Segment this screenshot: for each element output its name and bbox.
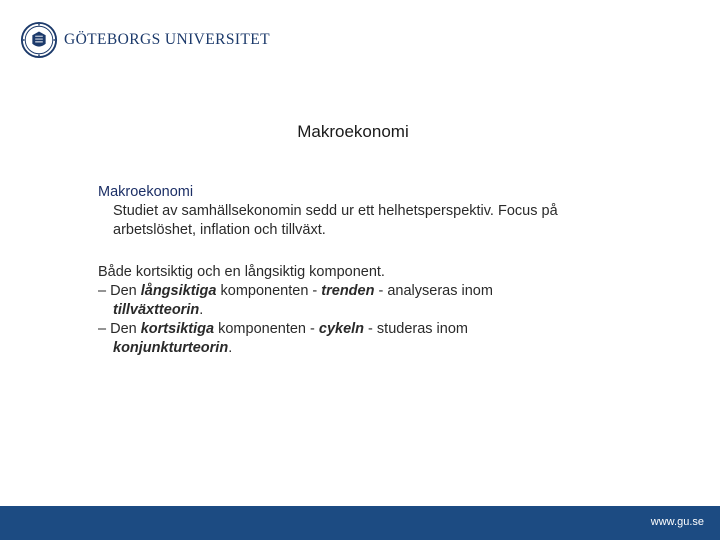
business-cycle-theory-term: konjunkturteorin [113, 340, 229, 356]
short-term-mid: komponenten - [214, 321, 319, 337]
university-name: GÖTEBORGS UNIVERSITET [64, 31, 271, 48]
short-term-prefix: – Den [98, 321, 141, 337]
short-term-term: kortsiktiga [140, 321, 215, 337]
long-term-prefix: – Den [98, 283, 141, 299]
cycle-term: cykeln [318, 321, 365, 337]
long-term-suffix: - analyseras inom [374, 283, 493, 299]
components-intro: Både kortsiktig och en långsiktig komponent. [98, 264, 385, 280]
growth-theory-term: tillväxtteorin [113, 302, 200, 318]
trend-term: trenden [321, 283, 375, 299]
spacer [98, 240, 638, 263]
long-term-end: . [199, 302, 204, 318]
short-term-suffix: - studeras inom [364, 321, 468, 337]
long-term-bullet [98, 282, 638, 301]
definition-line-1: Studiet av samhällsekonomin sedd ur ett helhetsperspektiv. Focus på [113, 203, 558, 219]
footer-url[interactable]: www.gu.se [650, 516, 704, 528]
long-term-mid: komponenten - [216, 283, 322, 299]
definition-line-2: arbetslöshet, inflation och tillväxt. [113, 222, 326, 238]
slide-content [98, 183, 638, 358]
university-logo [20, 20, 270, 60]
short-term-bullet [98, 320, 638, 339]
slide-title: Makroekonomi [297, 122, 409, 141]
long-term-term: långsiktiga [140, 283, 217, 299]
footer-bar [0, 506, 720, 540]
short-term-end: . [228, 340, 233, 356]
content-heading: Makroekonomi [98, 184, 194, 200]
university-seal-icon [20, 21, 58, 59]
long-term-theory-line [98, 301, 638, 320]
short-term-theory-line [98, 339, 638, 358]
